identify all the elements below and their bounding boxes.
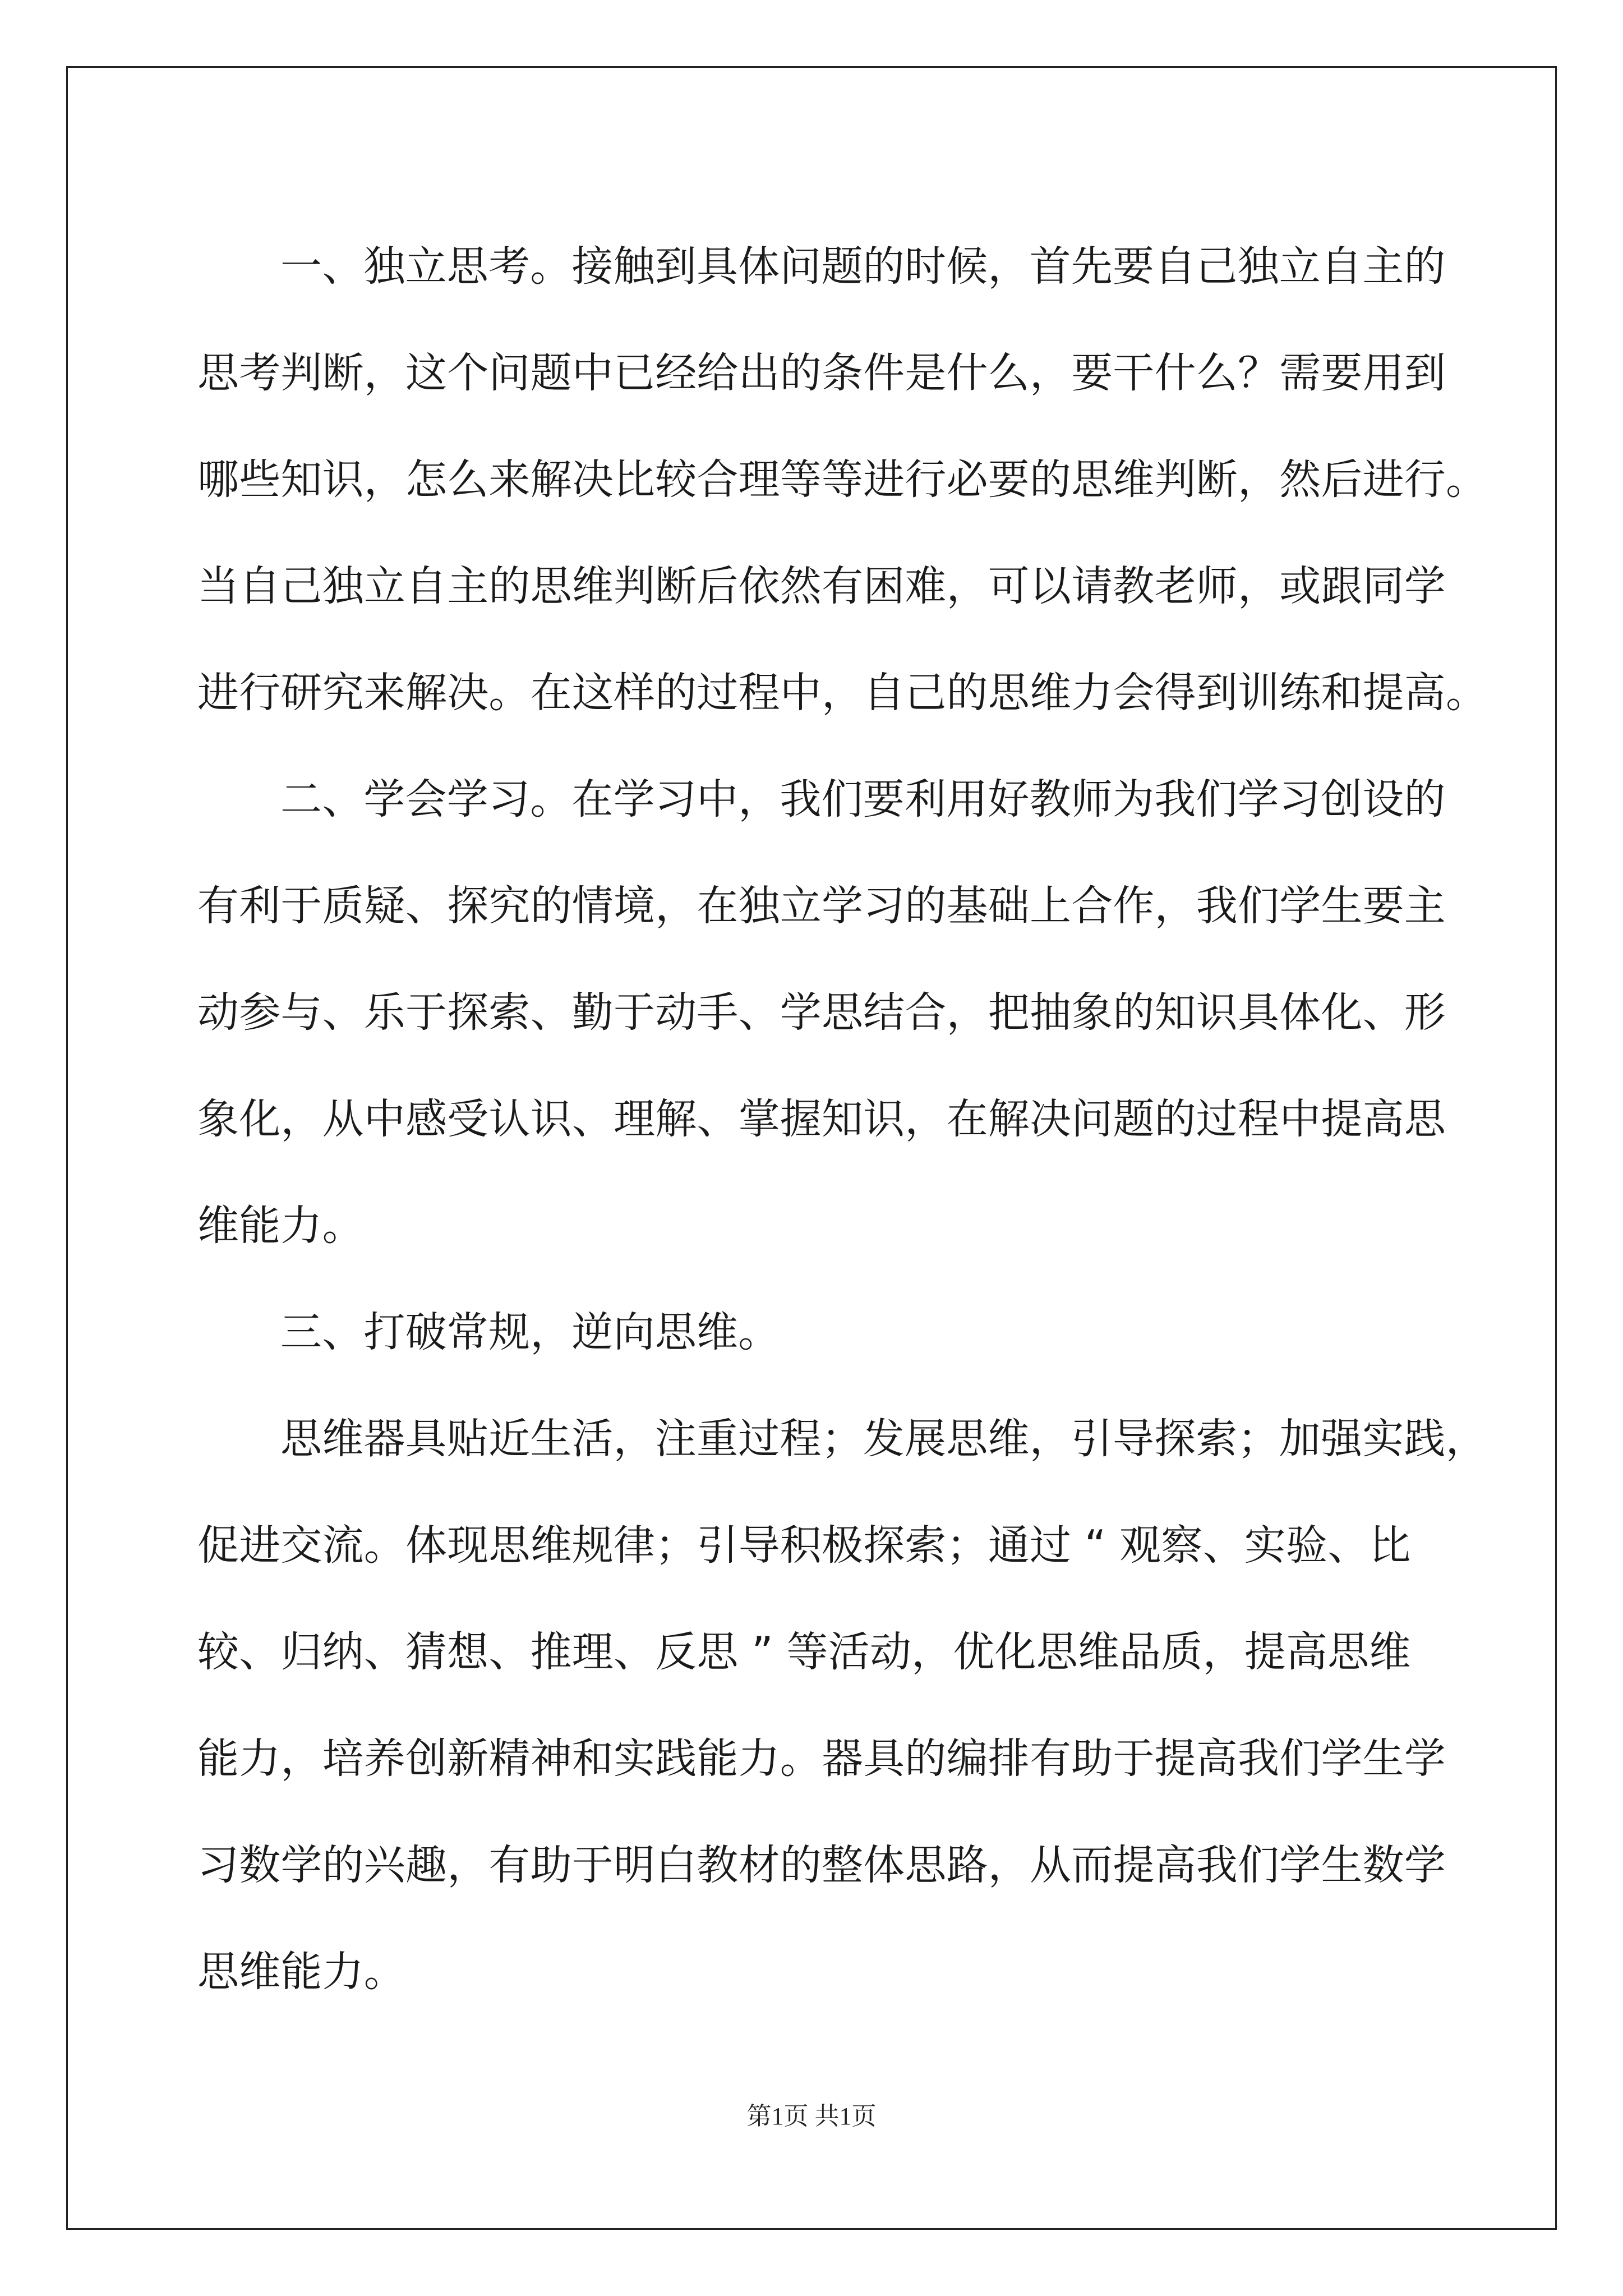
paragraph-1 bbox=[197, 213, 1488, 746]
page-number-footer: 第1页 共1页 bbox=[746, 2102, 877, 2130]
text-line: 维能力。 bbox=[197, 1202, 364, 1250]
text-line: 思维能力。 bbox=[197, 1948, 405, 1996]
document-body bbox=[197, 213, 1488, 2025]
text-line: 二、学会学习。在学习中，我们要利用好教师为我们学习创设的 bbox=[280, 775, 1446, 823]
text-line: 较、归纳、猜想、推理、反思 ” 等活动，优化思维品质，提高思维 bbox=[197, 1628, 1411, 1676]
text-line: 一、独立思考。接触到具体问题的时候，首先要自己独立自主的 bbox=[280, 242, 1446, 291]
text-line: 思考判断，这个问题中已经给出的条件是什么，要干什么？需要用到 bbox=[197, 349, 1446, 397]
text-line: 哪些知识，怎么来解决比较合理等等进行必要的思维判断，然后进行。 bbox=[197, 455, 1488, 504]
paragraph-3 bbox=[197, 1279, 1426, 1386]
text-line: 有利于质疑、探究的情境，在独立学习的基础上合作，我们学生要主 bbox=[197, 882, 1446, 930]
text-line: 进行研究来解决。在这样的过程中，自己的思维力会得到训练和提高。 bbox=[197, 669, 1488, 717]
text-line: 思维器具贴近生活，注重过程；发展思维，引导探索；加强实践， bbox=[280, 1415, 1487, 1463]
text-line: 动参与、乐于探索、勤于动手、学思结合，把抽象的知识具体化、形 bbox=[197, 988, 1446, 1037]
text-line: 当自己独立自主的思维判断后依然有困难，可以请教老师，或跟同学 bbox=[197, 562, 1446, 610]
text-line: 三、打破常规，逆向思维。 bbox=[280, 1308, 780, 1356]
text-line: 习数学的兴趣，有助于明白教材的整体思路，从而提高我们学生数学 bbox=[197, 1841, 1446, 1889]
text-line: 象化，从中感受认识、理解、掌握知识，在解决问题的过程中提高思 bbox=[197, 1095, 1446, 1143]
text-line: 促进交流。体现思维规律；引导积极探索；通过 “ 观察、实验、比 bbox=[197, 1521, 1411, 1570]
paragraph-4 bbox=[197, 1386, 1487, 2025]
text-line: 能力，培养创新精神和实践能力。器具的编排有助于提高我们学生学 bbox=[197, 1734, 1446, 1783]
paragraph-2 bbox=[197, 746, 1446, 1279]
